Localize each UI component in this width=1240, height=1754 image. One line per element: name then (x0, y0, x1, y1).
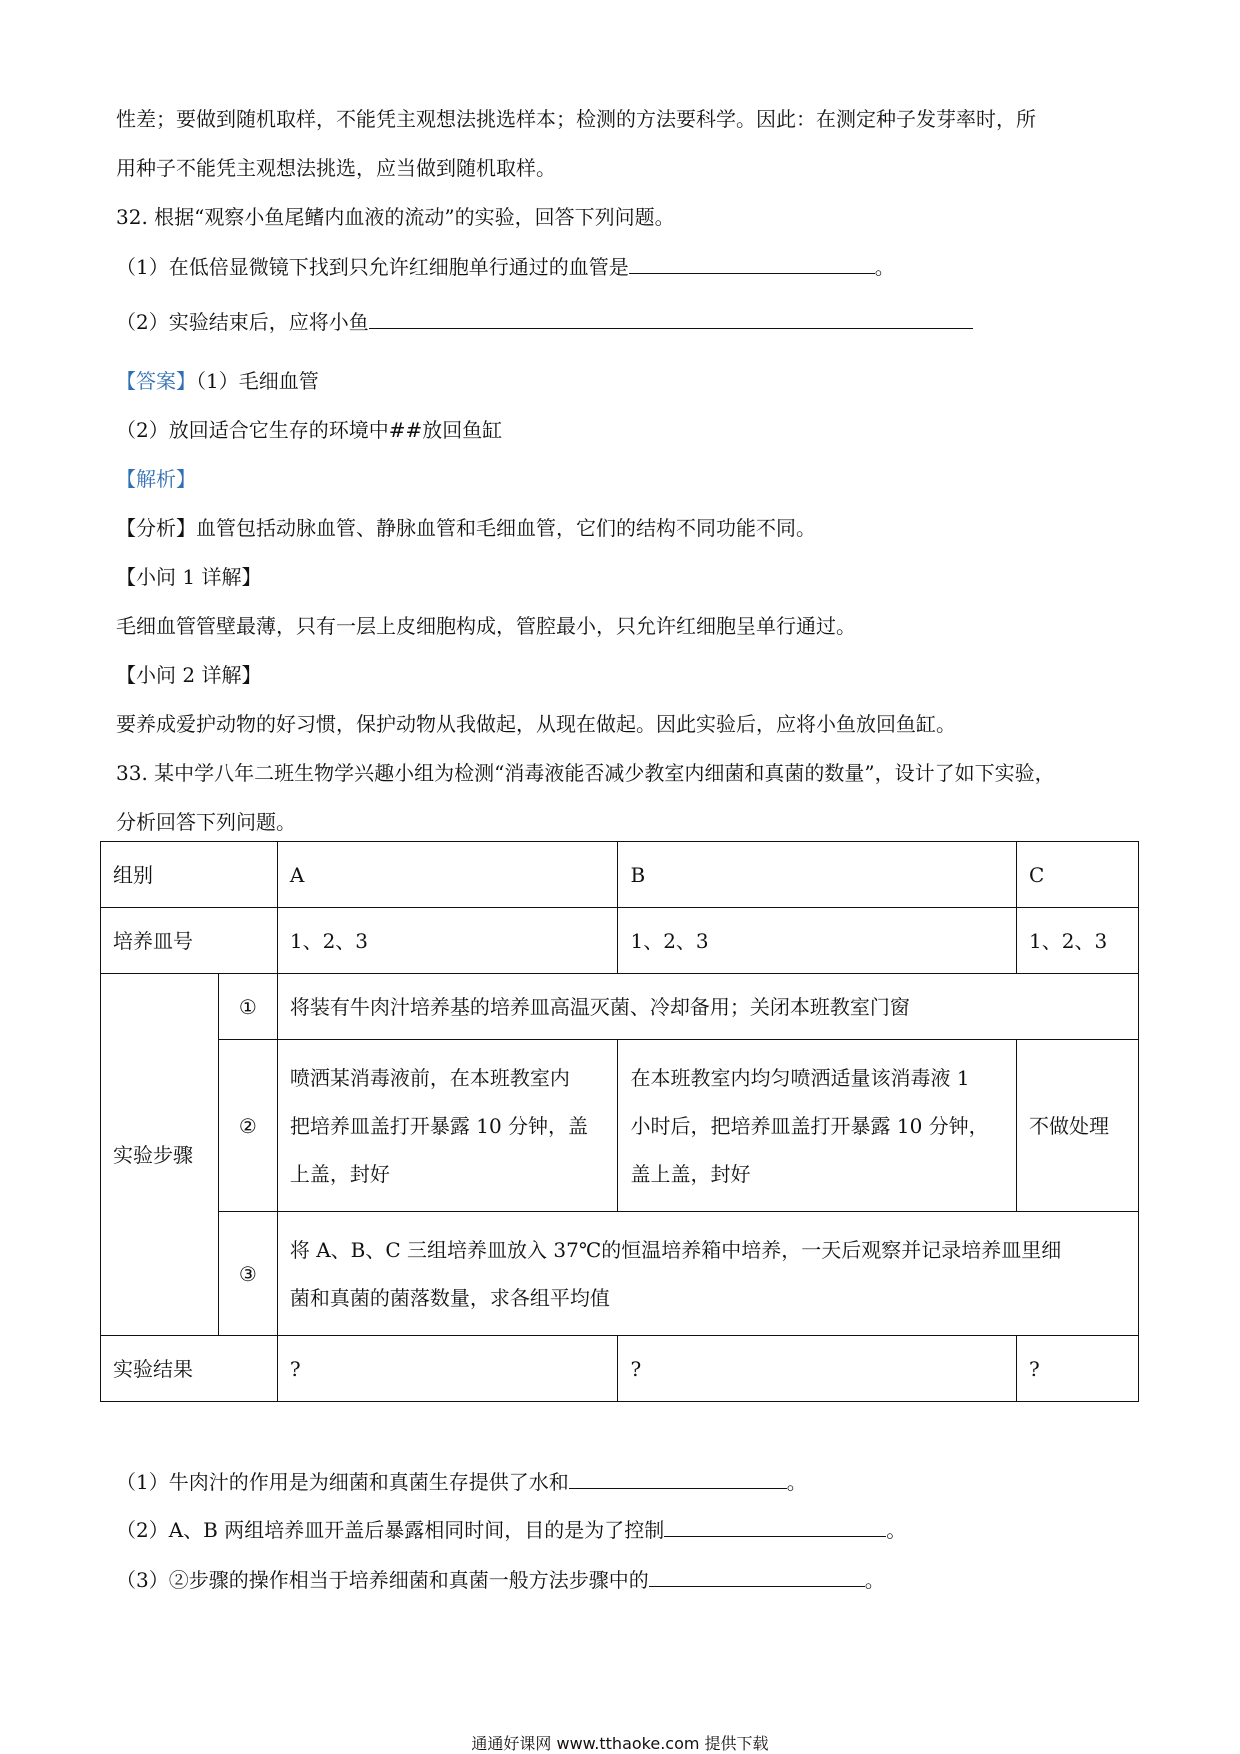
period: 。 (886, 1518, 907, 1542)
q33-sub3 (116, 1564, 885, 1595)
result-c: ? (1017, 1336, 1139, 1402)
step1-number: ① (218, 974, 277, 1040)
q32-detail2-title: 【小问 2 详解】 (116, 663, 262, 687)
step3-line: 菌和真菌的菌落数量，求各组平均值 (289, 1285, 610, 1310)
q33-stem-2: 分析回答下列问题。 (116, 810, 296, 834)
q32-sub1-end: 。 (874, 255, 895, 279)
table-row-dish (101, 908, 1139, 974)
result-a: ? (277, 1336, 618, 1402)
table-row-step1 (101, 974, 1139, 1040)
q32-sub2 (116, 306, 973, 337)
intro-line-1: 性差；要做到随机取样，不能凭主观想法挑选样本；检测的方法要科学。因此：在测定种子发芽率时，所 (116, 107, 1036, 131)
step2-c: 不做处理 (1017, 1040, 1139, 1212)
dish-label: 培养皿号 (101, 908, 278, 974)
step1-text: 将装有牛肉汁培养基的培养皿高温灭菌、冷却备用；关闭本班教室门窗 (277, 974, 1138, 1040)
dish-b: 1、2、3 (618, 908, 1017, 974)
group-a: A (277, 842, 618, 908)
q32-detail1-title: 【小问 1 详解】 (116, 565, 262, 589)
q33-sub1-text: （1）牛肉汁的作用是为细菌和真菌生存提供了水和 (116, 1470, 569, 1494)
steps-label: 实验步骤 (101, 974, 219, 1336)
step2-a-line: 上盖，封好 (289, 1161, 390, 1186)
answer-blank (569, 1466, 787, 1489)
q33-sub2 (116, 1514, 906, 1545)
period: 。 (864, 1568, 885, 1592)
answer-blank (369, 306, 973, 329)
table-row-group (101, 842, 1139, 908)
q33-stem-1: 33. 某中学八年二班生物学兴趣小组为检测“消毒液能否减少教室内细菌和真菌的数量”，设计了如下实验， (116, 761, 1055, 785)
q33-sub1 (116, 1466, 807, 1497)
group-c: C (1017, 842, 1139, 908)
answer-1-text: （1）毛细血管 (196, 369, 319, 393)
q32-answer-1 (116, 366, 319, 396)
step3-text (277, 1212, 1138, 1336)
table-row-step2 (101, 1040, 1139, 1212)
q32-detail2: 要养成爱护动物的好习惯，保护动物从我做起，从现在做起。因此实验后，应将小鱼放回鱼缸。 (116, 712, 956, 736)
page-footer: 通通好课网 www.tthaoke.com 提供下载 (471, 1734, 769, 1753)
q32-stem: 32. 根据“观察小鱼尾鳍内血液的流动”的实验，回答下列问题。 (116, 205, 675, 229)
answer-blank (664, 1514, 886, 1537)
result-b: ? (618, 1336, 1017, 1402)
step2-a-line: 把培养皿盖打开暴露 10 分钟，盖 (289, 1113, 589, 1138)
period: 。 (786, 1470, 807, 1494)
result-label: 实验结果 (101, 1336, 278, 1402)
step3-line: 将 A、B、C 三组培养皿放入 37℃的恒温培养箱中培养，一天后观察并记录培养皿里细 (289, 1237, 1062, 1262)
step3-number: ③ (218, 1212, 277, 1336)
group-b: B (618, 842, 1017, 908)
step2-a (277, 1040, 618, 1212)
q32-sub2-text: （2）实验结束后，应将小鱼 (116, 310, 369, 334)
table-row-step3 (101, 1212, 1139, 1336)
q32-sub1-text: （1）在低倍显微镜下找到只允许红细胞单行通过的血管是 (116, 255, 629, 279)
q32-sub1 (116, 251, 895, 282)
step2-b-line: 盖上盖，封好 (630, 1161, 751, 1186)
dish-c: 1、2、3 (1017, 908, 1139, 974)
q33-sub2-text: （2）A、B 两组培养皿开盖后暴露相同时间，目的是为了控制 (116, 1518, 665, 1542)
experiment-table (100, 841, 1139, 1402)
q32-analysis: 【分析】血管包括动脉血管、静脉血管和毛细血管，它们的结构不同功能不同。 (116, 516, 816, 540)
q32-answer-2: （2）放回适合它生存的环境中##放回鱼缸 (116, 418, 503, 442)
table-row-result (101, 1336, 1139, 1402)
intro-line-2: 用种子不能凭主观想法挑选，应当做到随机取样。 (116, 156, 556, 180)
answer-blank (649, 1564, 865, 1587)
q33-sub3-text: （3）②步骤的操作相当于培养细菌和真菌一般方法步骤中的 (116, 1568, 649, 1592)
analysis-tag: 【解析】 (116, 467, 196, 491)
step2-b (618, 1040, 1017, 1212)
step2-b-line: 在本班教室内均匀喷洒适量该消毒液 1 (630, 1065, 970, 1090)
dish-a: 1、2、3 (277, 908, 618, 974)
q32-detail1: 毛细血管管壁最薄，只有一层上皮细胞构成，管腔最小，只允许红细胞呈单行通过。 (116, 614, 856, 638)
step2-a-line: 喷洒某消毒液前，在本班教室内 (289, 1065, 570, 1090)
answer-blank (629, 251, 875, 274)
step2-number: ② (218, 1040, 277, 1212)
group-label: 组别 (101, 842, 278, 908)
answer-tag: 【答案】 (116, 369, 196, 393)
step2-b-line: 小时后，把培养皿盖打开暴露 10 分钟， (630, 1113, 989, 1138)
